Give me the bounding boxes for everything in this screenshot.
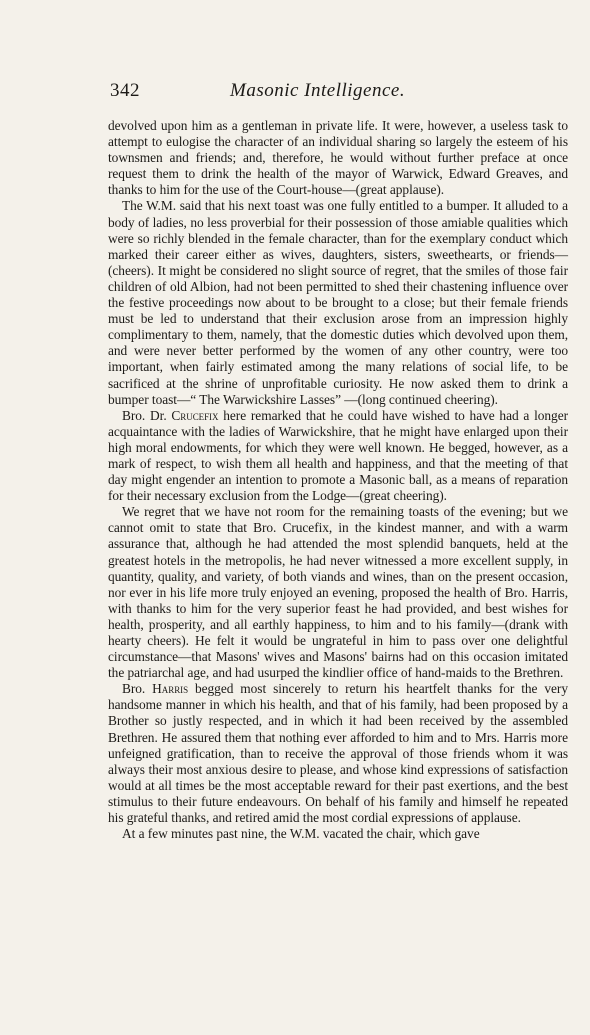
paragraph (108, 118, 568, 198)
page-number: 342 (110, 80, 140, 101)
body-text (108, 118, 568, 842)
paragraph (108, 504, 568, 681)
text-run: devolved upon him as a gentleman in private life. It were, however, a useless task to attempt to eulogise the character of an individual sharing so largely the esteem of his townsmen and friends; and, therefore, he would without further preface at once request them to drink the health of the mayor of Warwick, Edward Greaves, and thanks to him for the use of the Court-house—(great applause). (108, 118, 568, 198)
text-run: begged most sincerely to return his heartfelt thanks for the very handsome manner in which his health, and that of his family, had been proposed by a Brother so justly respected, and in which it had been received by the assembled Brethren. He assured them that nothing ever afforded to him and to Mrs. Harris more unfeigned gratification, than to receive the approval of those friends whom it was always their most anxious desire to please, and whose kind expressions of satisfaction would at all times be the most acceptable reward for their past exertions, and the best stimulus to their future endeavours. On behalf of his family and himself he repeated his grateful thanks, and retired amid the most cordial expressions of applause. (108, 681, 568, 826)
text-run: We regret that we have not room for the remaining toasts of the evening; but we cannot omit to state that Bro. Crucefix, in the kindest manner, and with a warm assurance that, although he had attended the most splendid banquets, held at the greatest hotels in the metropolis, he had never witnessed a more excellent supply, in quantity, quality, and variety, of both viands and wines, than on the present occasion, nor ever in his life more truly enjoyed an evening, proposed the health of Bro. Harris, with thanks to him for the very superior feast he had provided, and best wishes for health, prosperity, and all earthly happiness, to him and to his family—(drank with hearty cheers). He felt it would be ungrateful in him to pass over one delightful circumstance—that Masons' wives and Masons' bairns had on this occasion imitated the patriarchal age, and had usurped the kindlier office of hand-maids to the Brethren. (108, 504, 568, 681)
text-run: Bro. Dr. (122, 407, 172, 423)
paragraph (108, 408, 568, 505)
paragraph (108, 826, 568, 842)
small-caps-name: Crucefix (171, 407, 219, 423)
small-caps-name: Harris (152, 681, 189, 697)
text-run: At a few minutes past nine, the W.M. vacated the chair, which gave (122, 826, 480, 842)
text-run: Bro. (122, 681, 153, 697)
paragraph (108, 681, 568, 826)
text-run: here remarked that he could have wished to have had a longer acquaintance with the ladies of Warwickshire, that he might have enlarged upon their high moral endowments, for which they were well known. He begged, however, as a mark of respect, to wish them all health and happiness, and that the meeting of that day might engender an intention to promote a Masonic ball, as a means of reparation for their necessary exclusion from the Lodge—(great cheering). (108, 407, 568, 504)
page-header (110, 80, 480, 104)
text-run: The W.M. said that his next toast was one fully entitled to a bumper. It alluded to a body of ladies, no less proverbial for their possession of those amiable qualities which were so richly blended in the female character, than for the exemplary conduct which marked their career either as wives, daughters, sisters, sweethearts, or friends—(cheers). It might be considered no slight source of regret, that the smiles of those fair children of old Albion, had not been permitted to shed their chastening influence over the festive proceedings now about to be brought to a close; but their female friends must be led to understand that their exclusion arose from an impression highly complimentary to them, namely, that the domestic duties which devolved upon them, and were never better performed by the women of any other country, were too important, when fairly estimated among the many relations of social life, to be sacrificed at the shrine of unprofitable curiosity. He now asked them to drink a bumper toast—“ The Warwickshire Lasses” —(long continued cheering). (108, 198, 568, 407)
paragraph (108, 198, 568, 407)
running-title: Masonic Intelligence. (230, 80, 406, 101)
